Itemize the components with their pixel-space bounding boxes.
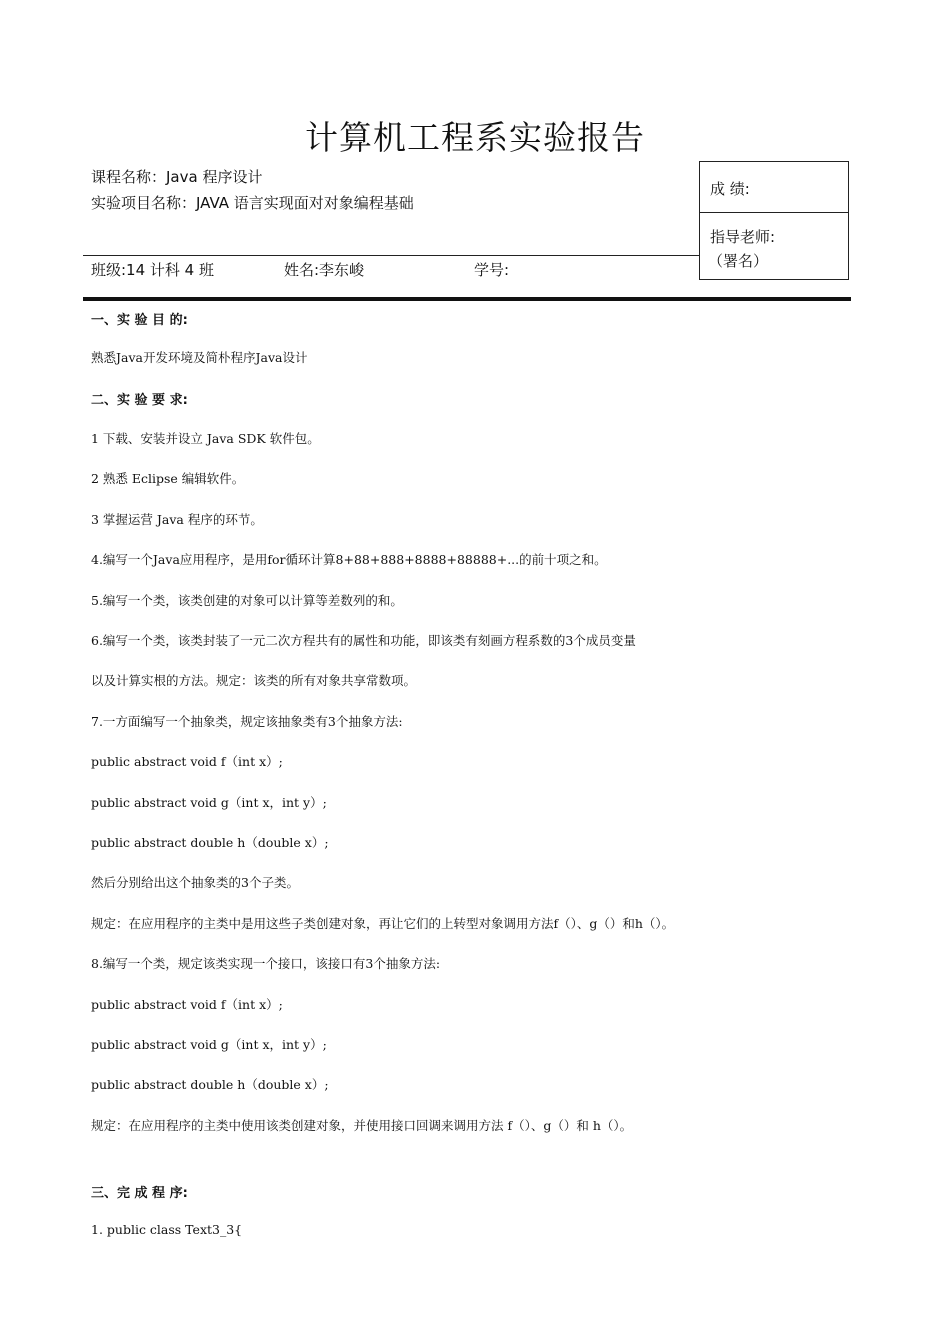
signature-label: （署名） bbox=[708, 252, 769, 270]
code-line: public abstract double h（double x）; bbox=[91, 835, 329, 850]
score-label: 成 绩: bbox=[710, 180, 750, 198]
requirement-line: 1 下载、安装并设立 Java SDK 软件包。 bbox=[91, 431, 320, 446]
requirement-line: 4.编写一个Java应用程序，是用for循环计算8+88+888+8888+88888+...的前十项之和。 bbox=[91, 552, 607, 567]
requirement-line: 2 熟悉 Eclipse 编辑软件。 bbox=[91, 471, 245, 486]
student-id-field: 学号: bbox=[474, 261, 510, 279]
grade-box-divider bbox=[700, 212, 848, 213]
requirement-line: 8.编写一个类，规定该类实现一个接口，该接口有3个抽象方法: bbox=[91, 956, 441, 971]
code-line: public abstract double h（double x）; bbox=[91, 1077, 329, 1092]
grade-box bbox=[699, 161, 849, 280]
purpose-text: 熟悉Java开发环境及简朴程序Java设计 bbox=[91, 350, 308, 365]
requirement-line: 3 掌握运营 Java 程序的环节。 bbox=[91, 512, 263, 527]
purpose-heading: 一、实 验 目 的: bbox=[91, 313, 188, 328]
code-line: public abstract void f（int x）; bbox=[91, 754, 283, 769]
code-line: public abstract void g（int x，int y）; bbox=[91, 1037, 327, 1052]
requirement-line: 以及计算实根的方法。规定：该类的所有对象共享常数项。 bbox=[91, 673, 417, 688]
program-heading: 三、完 成 程 序: bbox=[91, 1186, 188, 1201]
requirement-line: 然后分别给出这个抽象类的3个子类。 bbox=[91, 875, 299, 890]
code-line: public abstract void f（int x）; bbox=[91, 997, 283, 1012]
student-name-field: 姓名:李东峻 bbox=[284, 261, 365, 279]
page-title: 计算机工程系实验报告 bbox=[305, 118, 645, 157]
code-line: 1. public class Text3_3{ bbox=[91, 1222, 243, 1237]
section-divider bbox=[83, 297, 851, 301]
requirement-line: 6.编写一个类，该类封装了一元二次方程共有的属性和功能，即该类有刻画方程系数的3个成员变量 bbox=[91, 633, 636, 648]
requirements-heading: 二、实 验 要 求: bbox=[91, 393, 188, 408]
header-divider bbox=[83, 255, 699, 256]
teacher-label: 指导老师: bbox=[710, 228, 776, 246]
requirement-line: 5.编写一个类，该类创建的对象可以计算等差数列的和。 bbox=[91, 593, 403, 608]
requirement-line: 7.一方面编写一个抽象类，规定该抽象类有3个抽象方法: bbox=[91, 714, 403, 729]
requirement-line: 规定：在应用程序的主类中是用这些子类创建对象，再让它们的上转型对象调用方法f（）、g（）和h（）。 bbox=[91, 916, 675, 931]
code-line: public abstract void g（int x，int y）; bbox=[91, 795, 327, 810]
requirement-line: 规定：在应用程序的主类中使用该类创建对象，并使用接口回调来调用方法 f（）、g（）和 h（）。 bbox=[91, 1118, 633, 1133]
course-name: 课程名称：Java 程序设计 bbox=[91, 168, 263, 186]
class-field: 班级:14 计科 4 班 bbox=[91, 261, 214, 279]
project-name: 实验项目名称：JAVA 语言实现面对对象编程基础 bbox=[91, 194, 414, 212]
